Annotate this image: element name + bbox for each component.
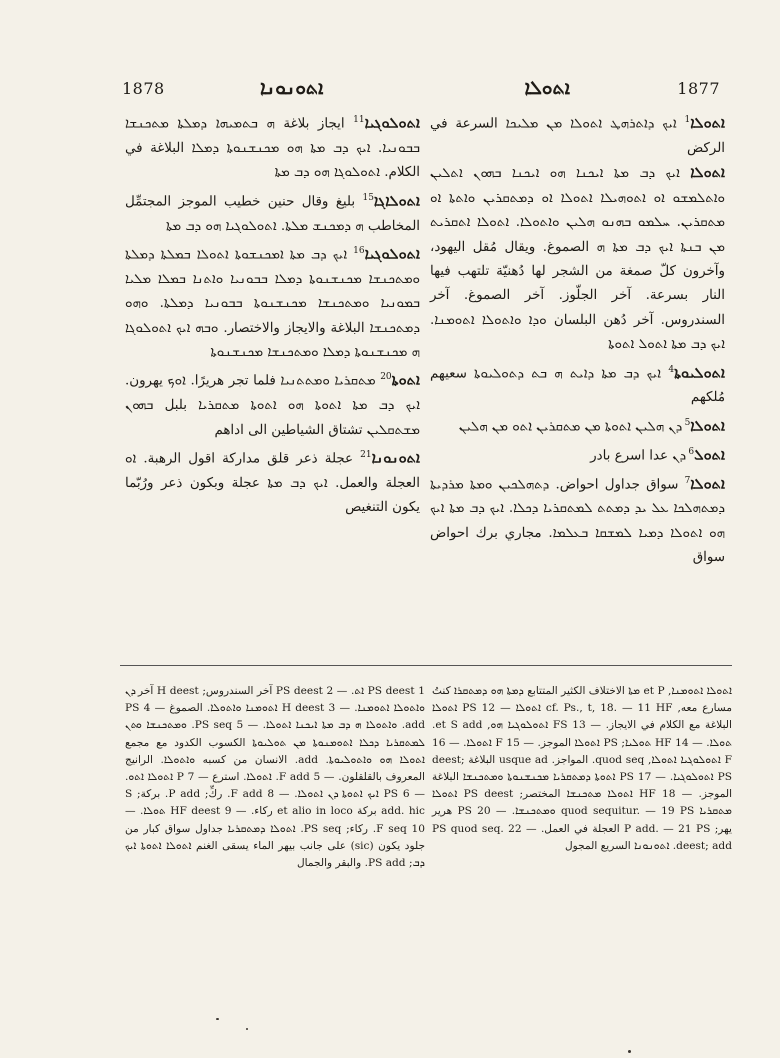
dictionary-entry	[430, 469, 725, 571]
entry-text: ايجاز بلاغة ܗ ܒܬܡܝܗܐ ܕܡܠܬܐ ܡܬܟܢܫܐ ܒܒܘܢܝܐ. ܐܝܟ ܕܒ ܡܬܐ ܗܘ ܡܟܢܫܢܘܬܐ ܕܡܠܐ البلاغة في الكلام. ܐܬܘܠܘܓܐ ܗܘ ܕܒ ܡܬܐ	[125, 116, 420, 181]
dictionary-entry	[430, 358, 725, 411]
entry-text: ܐܝܟ ܕܒ ܡܬܐ ܕܐܝܬ ܗ ܒܬ ܕܬܘܠܝܘܬܐ سعيهم مُلكهم	[430, 366, 725, 406]
right-page-number: 1877	[677, 79, 720, 98]
footnote-ref: 11	[353, 115, 365, 125]
right-text-column	[430, 108, 725, 571]
footnote-ref: 6	[688, 446, 695, 457]
entry-text: عجلة ذعر قلق مداركة اقول الرهبة. ܐܘ العجلة والعمل. ܐܝܟ ܕܒ ܡܬܐ عجلة وبكون ذعر ورُبّما يكون التنغيص	[125, 451, 420, 516]
left-footnotes	[125, 683, 425, 872]
footnote-ref: 21	[360, 450, 372, 461]
entry-lemma: ܐܬܘܠܘܓܝܐ	[364, 246, 420, 263]
entry-text: ܕܢ عدا اسرع بادر	[590, 448, 685, 464]
footnote-ref: 20	[380, 372, 392, 383]
dictionary-entry	[125, 108, 420, 186]
footnote-block: ܐܬܘܠܐ ܐܬܘܡܢܐ, et P ܡܬܐ الاختلاف الكثير المتتابع ܕܡܬܐ ܗܘ ܕܡܬܩܪܐ كنتُ مسارع معه, cf. Ps., t, 18. — 11 HF ܐܬܘܠܐ — 12 PS ܐܬܘܠܐ البلاغة مع الكلام في الايجاز. — 13 FS ܐܬܘܠܘܓܝܐ ܗܘ, et S add. ܬܘܠܐ. — 14 HF ܬܘܠܝܐ; PS ܐܬܘܠܐ الموجز. — 15 F ܐܬܘܠܐ. — 16 F ܐܬܘܠܘܓܝܐ ܐܬܘܠܐ, quod seq. المواجز. usque ad البلاغة deest; PS ܐܬܘܠܘܓܝܐ. — 17 PS ܐܬܘܬܐ ܕܡܬܩܪܝܐ ܡܟܢܫܢܘܬܐ ܘܡܬܟܢܫܐ البلاغة الموجز. — 18 HF ܐܬܘܠܐ ܡܬܟܢܫܐ المختصر; PS deest ܐܬܘܠܐ ܡܬܩܪܝܐ quod sequitur. — 19 PS ܘܡܬܟܢܫܐ. — 20 PS هرير يهر; P add. — 21 PS العجلة في العمل. — 22 PS quod seq. deest; add. ܐܬܘܢܘܢܐ السريع المجول	[432, 685, 733, 852]
ink-speck	[628, 1050, 631, 1053]
dictionary-entry	[430, 411, 725, 440]
footnote-block: 1 PS deest ܐܬ. — 2 PS deest آخر السندروس; H deest آخر ܕܢ ܘܐܬܘܠܐ ܐܬܘܡܢܐ. — 3 H deest ܐܬܘܡܢܐ ܘܐܬܘܠܐ. الصموغ — 4 PS add. ܘܐܬܘܠܐ ܗ ܕܒ ܡܬܐ ܐܝܟܢܐ ܐܬܘܠܐ. — 5 PS seq. ܘܡܬܟܢܫܐ ܘܬܢ ܠܡܬܩܪܝܐ ܕܟܠܐ ܐܬܘܡܢܘܬܐ ܡܢ ܬܘܠܝܘܬܐ الكسوب الكدود مع مجمع ܐܬܘܠܐ ܗܘ ܘܐܬܘܠܝܘܬܐ. add. الانسان من كسبه ܘܐܬܘܠܐ. الرانيج المعروف بالقلقلون. — 5 F add. ܐܬܘܠܐ. استرع — 7 P ܐܬܘܠܐ ܐܬܘ. — 6 PS ܐܝܟ ܐܬܘܬܐ ܕܢ ܐܬܘܠܐ. — 8 F add. ركِّ; P add. بركة; S add. hic بركة et alio in loco ركاء. — 9 HF deest ܬܘܠܐ. — 10 F seq. ركاء; PS seq. ܐܬܘܠܐ ܕܡܬܩܪܝܐ جداول سواق كبار من جلود يكون (sic) على جانب بيهر الماء يسقى الغنم ܐܬܘܠܐ ܐܬܘܬܐ ܐܝܟ ܕܒ; PS add. والبقر والجمال	[125, 685, 425, 870]
left-page-number: 1878	[122, 79, 165, 98]
left-running-head: ܐܬܘܢܘܢܐ	[260, 77, 324, 99]
right-running-head: ܐܬܘܠܐ	[524, 77, 570, 99]
footnote-ref: 4	[668, 364, 675, 375]
entry-text: ܐܝܟ ܕܐܬܪܗܛ ܐܬܘܠܐ ܡܢ ܡܠܝܟܐ السرعة في الركض	[430, 116, 725, 156]
dictionary-entry	[125, 239, 420, 366]
entry-lemma: ܐܬܘܬܐ	[391, 372, 421, 389]
footnote-separator	[120, 665, 732, 666]
entry-lemma: ܐܬܘܠܐ	[690, 418, 725, 435]
entry-text: ܡܬܩܪܝܐ ܘܡܬܬܢܝܐ فلما تجر هريرًا. ܐܘܟ يهرون. ܐܝܟ ܕܒ ܡܬܐ ܐܬܘܬܐ ܗܘ ܐܬܘܬܐ ܡܬܩܪܝܐ بلبل ܒܗܘܢ ܡܫܬܩܠܝܢ تشتاق الشياطين الى اداهم	[125, 373, 420, 438]
dictionary-entry	[430, 161, 725, 357]
dictionary-entry	[430, 108, 725, 161]
dictionary-entry	[125, 443, 420, 521]
entry-lemma: ܐܬܘܠܐ	[690, 115, 725, 132]
dictionary-entry	[430, 440, 725, 469]
footnote-ref: 7	[684, 475, 691, 486]
entry-text: بليغ وقال حنين خطيب الموجز المجتمِّل المخاطب ܗ ܕܡܟܢܫ ܡܠܬܐ. ܐܬܘܠܘܓܝܐ ܗܘ ܕܒ ܡܬܐ	[125, 194, 420, 234]
entry-lemma: ܐܬܘܠܐ	[690, 165, 725, 182]
entry-lemma: ܐܬܘܠܐܓܐ	[373, 193, 420, 210]
entry-lemma: ܐܬܘܠܘܓܝܐ	[364, 115, 420, 132]
footnote-ref: 1	[684, 115, 691, 125]
entry-text: ܐܝܟ ܕܒ ܡܬܐ ܐܡܟܢܫܘܬܐ ܐܬܘܠܐ ܒܡܠܬܐ ܕܡܠܬܐ ܘܡܬܟܢܫܐ ܡܟܢܫܢܘܬܐ ܕܡܠܐ ܒܒܘܢܝܐ ܘܐܬܢܐ ܒܡܠܐ ܡܠܝܐ ܒܡܘܢܝܐ ܘܡܬܟܢܫܐ ܡܟܢܫܢܘܬܐ ܒܒܘܢܝܐ ܕܡܠܬܐ. ܘܗܘ ܕܡܬܟܢܫܐ البلاغة والايجاز والاختصار. ܘܒܗ ܐܝܟ ܐܬܘܠܘܓܐ ܗ ܡܟܢܫܢܘܬܐ ܕܡܠܐ ܘܡܬܟܢܫܐ ܡܟܢܫܢܘܬܐ	[125, 247, 420, 361]
right-footnotes	[432, 683, 732, 855]
entry-text: ܐܝܟ ܕܒ ܡܬܐ ܐܝܟܢܐ ܗܘ ܐܝܟܢܐ ܒܗܘܢ ܐܬܠܝܢ ܘܐܬܠܡܫܘ ܐܘ ܐܬܘܗܝܠܐ ܐܬܘܠܐ ܐܘ ܕܡܬܩܪܝܢ ܘܐܬܬܐ ܐܘ ܡܬܩܪܝܢ. ܚܠܡܘ ܒܗܢܘ ܗܠܝܢ ܘܐܬܘܠܐ. ܐܬܘܠܐ ܐܬܩܪܝܬ ܡܢ ܒܢܬܐ ܐܝܟ ܕܒ ܡܬܐ ܗ الصموغ. ويقال مُقل اليهود، وآخرون كلّ صمغة من الشجر لها دُهنيّة تلتهب فيها النار بسرعة. آخر الجلّوز. آخر الصموغ. آخر السندروس. آخر دُهن البلسان ܘܕܐ ܘܐܬܘܠܐ ܐܬܘܡܢܐ. ܐܝܟ ܕܒ ܡܬܐ ܐܬܘܠ ܐܬܘܬܐ	[430, 166, 725, 353]
ink-speck	[216, 1018, 219, 1020]
entry-lemma: ܐܬܘܠ	[694, 447, 725, 464]
entry-lemma: ܐܬܘܠܝܘܬܐ	[674, 365, 725, 381]
footnote-ref: 15	[362, 192, 374, 203]
entry-text: سواق جداول احواض. ܕܬܗܠܟܝܢ ܘܡܬܐ ܡܪܕܝܬܐ ܕܡܬܗܠܟܐ ܥܠ ܝܕ ܕܡܬܬ ܠܡܬܩܪܝܐ ܕܟܠܐ. ܐܝܟ ܕܒ ܡܬܐ ܐܝܟ ܗܘ ܐܬܘܠܐ ܕܡܝܐ ܠܡܫܩܐ ܒܥܠܡܐ. مجاري برك احواض سواق	[430, 477, 725, 566]
left-text-column	[125, 108, 420, 521]
entry-text: ܕܢ ܗܠܝܢ ܐܬܘܬܐ ܡܢ ܡܬܩܪܝܢ ܐܬܘ ܡܢ ܗܠܝܢ	[458, 419, 681, 435]
entry-lemma: ܐܬܘܠܐ	[690, 476, 725, 493]
dictionary-entry	[125, 186, 420, 239]
footnote-ref: 5	[684, 417, 691, 428]
footnote-ref: 16	[353, 245, 365, 256]
ink-speck	[246, 1028, 248, 1030]
dictionary-entry	[125, 365, 420, 443]
page-header	[110, 75, 720, 109]
entry-lemma: ܐܬܘܢܘܢܐ	[371, 450, 420, 467]
